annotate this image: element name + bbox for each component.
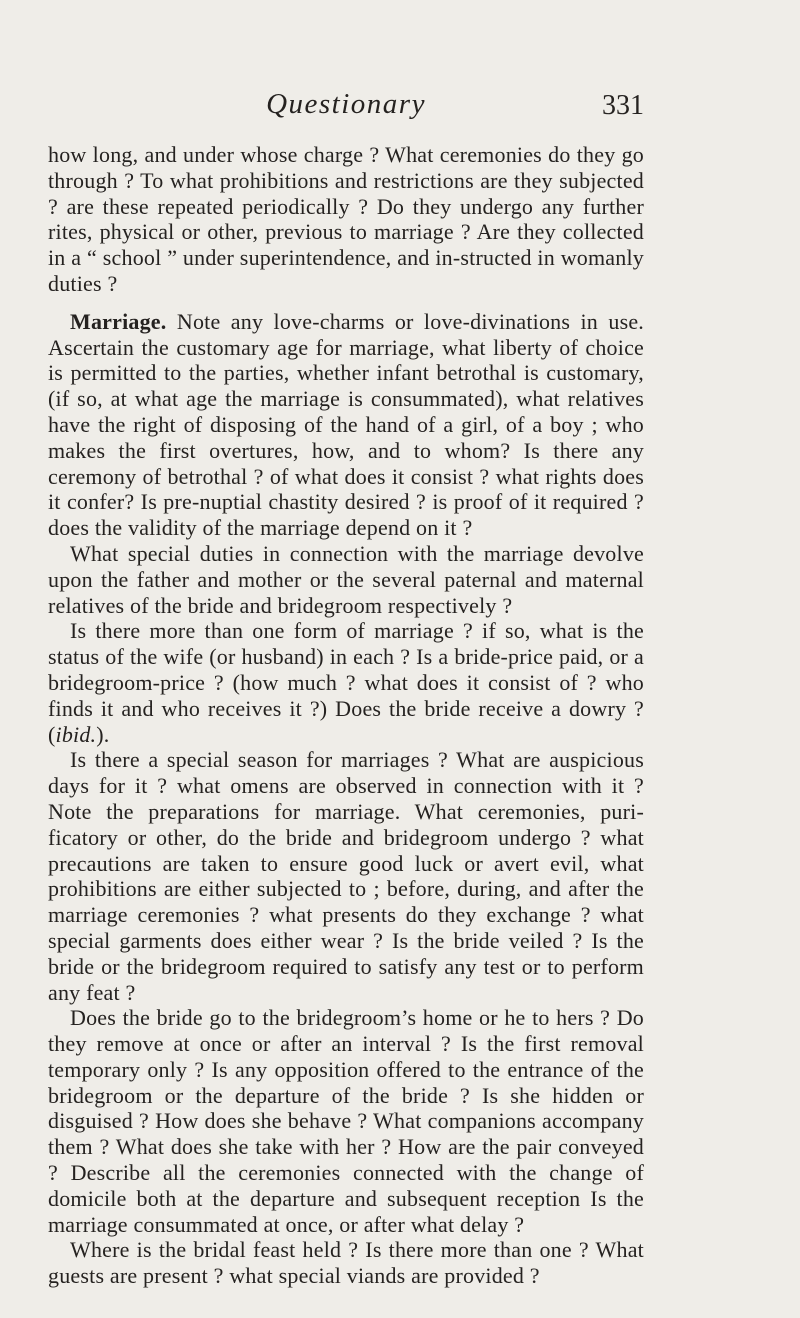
paragraph-text: Is there more than one form of marriage ? if so, what is the status of the wife (or husband) in each ? Is a bride-price paid, or a bridegroom-price ? (how much ? what does it consist of ? who finds it and who receives it ?) Does the bride receive a dowry ? (: [48, 618, 644, 747]
section-heading-marriage: Marriage.: [70, 308, 167, 334]
paragraph-text: Note any love-charms or love-divinations in use. Ascertain the customary age for marriage, what liberty of choice is permitted to the parties, whether infant betrothal is customary, (if so, at what age the marriage is consummated), what relatives have the right of disposing of the hand of a girl, of a boy ; who makes the first overtures, how, and to whom? Is there any ceremony of betrothal ? of what does it consist ? what rights does it confer? Is pre-nuptial chastity desired ? is proof of it required ? does the validity of the marriage depend on it ?: [48, 308, 644, 541]
paragraph-bridal-feast: Where is the bridal feast held ? Is there more than one ? What guests are present ? what special viands are provided ?: [48, 1237, 644, 1289]
paragraph-bridegroom-home: Does the bride go to the bridegroom’s home or he to hers ? Do they remove at once or after an interval ? Is the first removal temporary only ? Is any opposition offered to the entrance of the bridegroom or the departure of the bride ? Is she hidden or disguised ? How does she behave ? What companions accompany them ? What does she take with her ? How are the pair conveyed ? Describe all the ceremonies connected with the change of domicile both at the departure and subsequent reception Is the marriage consummated at once, or after what delay ?: [48, 1005, 644, 1237]
page-body: [48, 142, 644, 1289]
paragraph-forms-of-marriage: [48, 618, 644, 747]
paragraph-continuation: how long, and under whose charge ? What ceremonies do they go through ? To what prohibitions and restrictions are they subjected ? are these repeated periodically ? Do they undergo any further rites, physical or other, previous to marriage ? Are they collected in a “ school ” under superintendence, and in-structed in womanly duties ?: [48, 142, 644, 296]
paragraph-season-for-marriage: Is there a special season for marriages ? What are auspicious days for it ? what omens are observed in connection with it ? Note the preparations for marriage. What ceremonies, puri-ficatory or other, do the bride and bridegroom undergo ? what precautions are taken to ensure good luck or avert evil, what prohibitions are either subjected to ; before, during, and after the marriage ceremonies ? what presents do they exchange ? what special garments does either wear ? Is the bride veiled ? Is the bride or the bridegroom required to satisfy any test or to perform any feat ?: [48, 747, 644, 1005]
running-title: Questionary: [266, 88, 426, 120]
page-header: [48, 88, 644, 128]
ibid-abbreviation: ibid.: [55, 721, 97, 747]
paragraph-special-duties: What special duties in connection with the marriage devolve upon the father and mother or the several paternal and maternal relatives of the bride and bridegroom respectively ?: [48, 540, 644, 618]
page-number: 331: [602, 90, 644, 121]
paragraph-marriage: [48, 309, 644, 541]
paragraph-text-end: ).: [96, 721, 110, 747]
